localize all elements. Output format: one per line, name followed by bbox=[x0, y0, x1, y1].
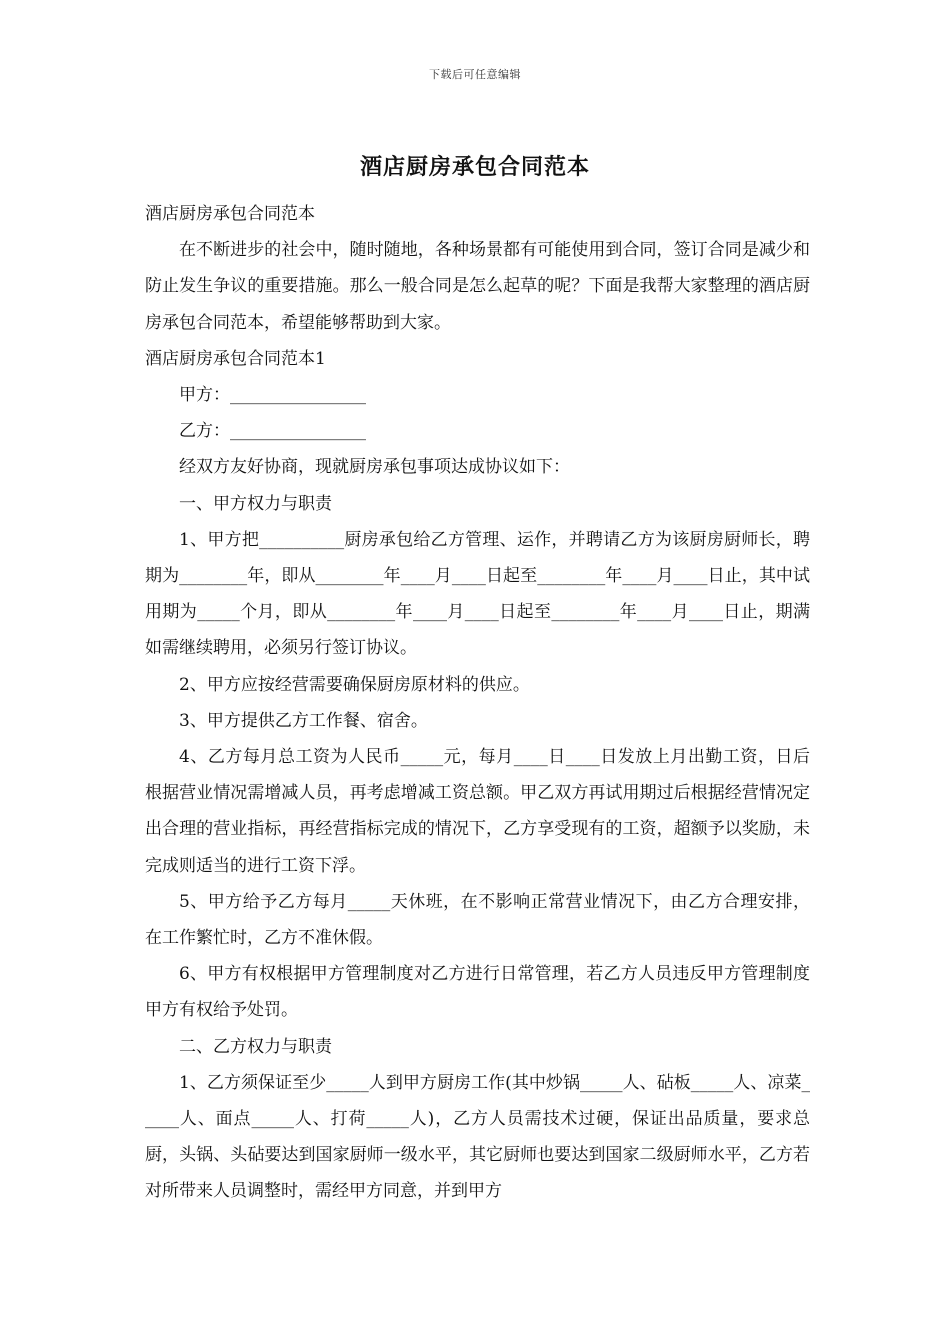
paragraph-clause: 6、甲方有权根据甲方管理制度对乙方进行日常管理，若乙方人员违反甲方管理制度甲方有权给予处罚。 bbox=[145, 964, 810, 1021]
paragraph-party-a: 甲方：________________ bbox=[179, 385, 366, 406]
paragraph-section-heading: 酒店厨房承包合同范本1 bbox=[145, 348, 326, 369]
paragraph-intro: 在不断进步的社会中，随时随地，各种场景都有可能使用到合同，签订合同是减少和防止发生争议的重要措施。那么一般合同是怎么起草的呢？下面是我帮大家整理的酒店厨房承包合同范本，希望能够帮助到大家。 bbox=[145, 240, 810, 333]
paragraph-subtitle: 酒店厨房承包合同范本 bbox=[145, 204, 315, 224]
paragraph-clause: 5、甲方给予乙方每月_____天休班，在不影响正常营业情况下，由乙方合理安排，在工作繁忙时，乙方不准休假。 bbox=[145, 891, 810, 949]
header-note: 下载后可任意编辑 bbox=[429, 68, 521, 81]
paragraph-clause: 1、乙方须保证至少_____人到甲方厨房工作(其中炒锅_____人、砧板_____人、凉菜_____人、面点_____人、打荷_____人)，乙方人员需技术过硬，保证出品质量，要求总厨，头锅、头砧要达到国家厨师一级水平，其它厨师也要达到国家二级厨师水平，乙方若对所带来人员调整时，需经甲方同意，并到甲方 bbox=[145, 1072, 810, 1202]
document-body bbox=[145, 196, 810, 1210]
paragraph-clause: 1、甲方把__________厨房承包给乙方管理、运作，并聘请乙方为该厨房厨师长，聘期为________年，即从________年____月____日起至________年____月____日止，其中试用期为_____个月，即从________年____月____日起至________年____月____日止，期满如需继续聘用，必须另行签订协议。 bbox=[145, 529, 810, 659]
document-title: 酒店厨房承包合同范本 bbox=[359, 154, 590, 180]
paragraph-heading-party-a-duties: 一、甲方权力与职责 bbox=[179, 493, 332, 514]
paragraph-clause: 2、甲方应按经营需要确保厨房原材料的供应。 bbox=[179, 674, 530, 695]
paragraph-clause: 3、甲方提供乙方工作餐、宿舍。 bbox=[179, 710, 428, 731]
paragraph-party-b: 乙方：________________ bbox=[179, 421, 366, 442]
paragraph-heading-party-b-duties: 二、乙方权力与职责 bbox=[179, 1036, 332, 1057]
paragraph-clause: 4、乙方每月总工资为人民币_____元，每月____日____日发放上月出勤工资，日后根据营业情况需增减人员，再考虑增减工资总额。甲乙双方再试用期过后根据经营情况定出合理的营业指标，再经营指标完成的情况下，乙方享受现有的工资，超额予以奖励，未完成则适当的进行工资下浮。 bbox=[145, 747, 810, 876]
paragraph-agreement: 经双方友好协商，现就厨房承包事项达成协议如下： bbox=[179, 457, 570, 478]
